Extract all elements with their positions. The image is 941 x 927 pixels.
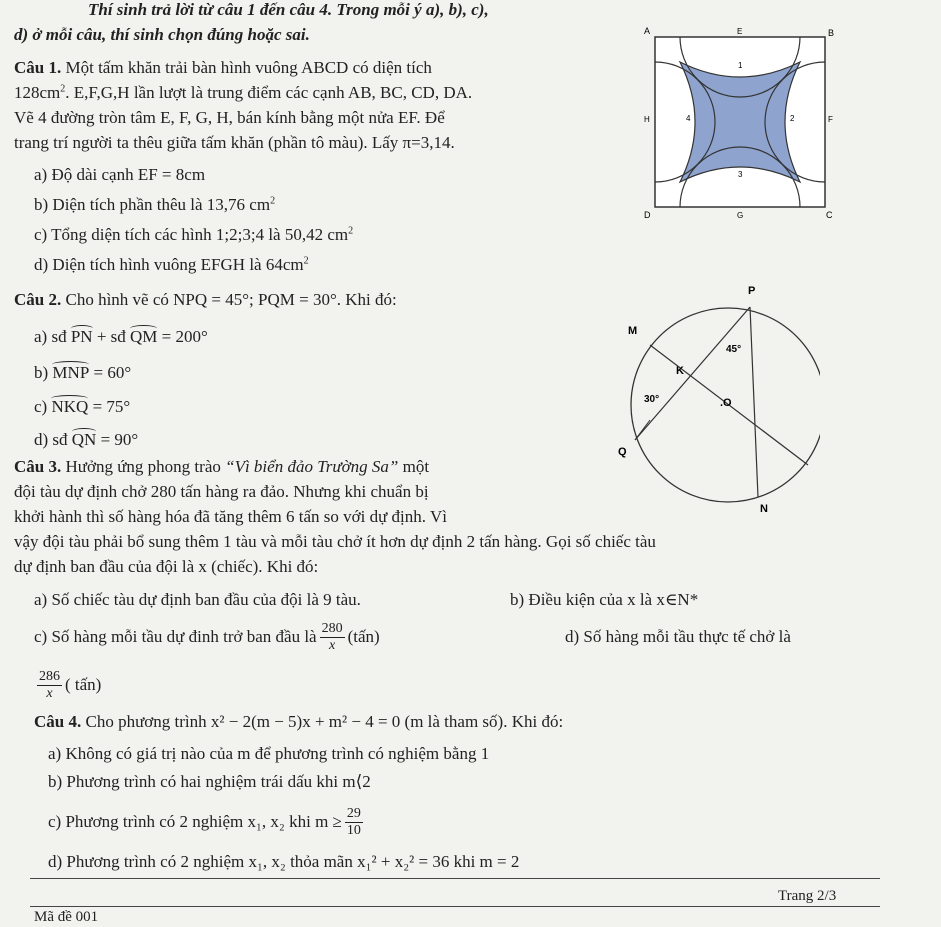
q3-line-1: Câu 3. Hưởng ứng phong trào “Vì biển đảo Trường Sa” một [14, 457, 430, 476]
label-o: .O [720, 397, 732, 409]
q3-line-3: khởi hành thì số hàng hóa đã tăng thêm 6 tấn so với dự định. Vì [14, 507, 447, 526]
label-f: F [828, 115, 833, 124]
intro-line-1: Thí sinh trả lời từ câu 1 đến câu 4. Trong mỗi ý a), b), c), [88, 0, 489, 19]
segment-qm [635, 420, 650, 440]
label-d: D [644, 210, 651, 220]
q2-option-a: a) sđ PN + sđ QM = 200° [34, 327, 208, 346]
q2-option-c: c) NKQ = 75° [34, 397, 131, 416]
tablecloth-figure [640, 22, 840, 222]
q4-option-a: a) Không có giá trị nào của m để phương trình có nghiệm bằng 1 [48, 744, 490, 763]
label-n: N [760, 503, 768, 515]
q1-option-a: a) Độ dài cạnh EF = 8cm [34, 165, 206, 184]
q2-option-d: d) sđ QN = 90° [34, 430, 139, 449]
angle-30: 30° [644, 394, 660, 405]
label-c: C [826, 210, 833, 220]
q1-option-b: b) Diện tích phần thêu là 13,76 $cm^2$ [34, 195, 276, 214]
q3-line-5: dự định ban đầu của đội là x (chiếc). Khi đó: [14, 557, 319, 576]
q3-line-4: vậy đội tàu phải bổ sung thêm 1 tàu và mỗi tàu chở ít hơn dự định 2 tấn hàng. Gọi số chiếc tàu [14, 532, 656, 551]
circle-figure [610, 280, 820, 520]
label-a: A [644, 26, 651, 36]
label-e: E [737, 27, 743, 36]
label-4: 4 [686, 114, 691, 123]
exam-code: Mã đề 001 [34, 909, 99, 925]
q4-option-b: b) Phương trình có hai nghiệm trái dấu khi m⟨2 [48, 772, 371, 791]
q4-option-c: c) Phương trình có 2 nghiệm x₁, x₂ khi m ≥ $\frac{29}{10}$ [48, 805, 361, 838]
q1-line-2: $128cm^2$. E,F,G,H lần lượt là trung điểm các cạnh AB, BC, CD, DA. [14, 83, 473, 102]
chord-pq [635, 307, 750, 440]
q2-option-b: b) MNP = 60° [34, 363, 132, 382]
q1-line-3: Vẽ 4 đường tròn tâm E, F, G, H, bán kính bằng một nửa EF. Để [14, 108, 445, 127]
q1-option-c: c) Tổng diện tích các hình 1;2;3;4 là 50,42 $cm^2$ [34, 225, 354, 244]
label-3: 3 [738, 170, 743, 179]
q1-line-1: Câu 1. Một tấm khăn trải bàn hình vuông ABCD có diện tích [14, 58, 432, 77]
q3-option-b: b) Điều kiện của x là x∈N* [510, 590, 699, 609]
label-1: 1 [738, 61, 743, 70]
q2-line-1: Câu 2. Cho hình vẽ có NPQ = 45°; PQM = 30°. Khi đó: [14, 290, 397, 309]
label-q: Q [618, 446, 627, 458]
label-k: K [676, 365, 684, 377]
q3-option-d: d) Số hàng mỗi tầu thực tế chở là [565, 627, 791, 646]
q3-option-d-value: $\frac{286}{x}$ ( tấn) [39, 668, 102, 701]
label-b: B [828, 28, 835, 38]
chord-pn [750, 307, 758, 497]
intro-line-2: d) ở mỗi câu, thí sinh chọn đúng hoặc sai. [14, 25, 310, 44]
footer-rule [30, 878, 880, 879]
q3-line-2: đội tàu dự định chở 280 tấn hàng ra đảo. Nhưng khi chuẩn bị [14, 482, 429, 501]
label-g: G [737, 211, 744, 220]
label-p: P [748, 285, 756, 297]
label-h: H [644, 115, 650, 124]
angle-45: 45° [726, 344, 742, 355]
q1-line-4: trang trí người ta thêu giữa tấm khăn (phần tô màu). Lấy π=3,14. [14, 133, 455, 152]
q4-option-d: d) Phương trình có 2 nghiệm x₁, x₂ thỏa mãn x₁² + x₂² = 36 khi m = 2 [48, 852, 520, 871]
label-m: M [628, 325, 638, 337]
page-number: Trang 2/3 [778, 888, 837, 904]
q3-option-c: c) Số hàng mỗi tầu dự đinh trở ban đầu là $\frac{280}{x}$ (tấn) [34, 620, 380, 653]
q1-option-d: d) Diện tích hình vuông EFGH là $64cm^2$ [34, 255, 309, 274]
footer-rule-2 [30, 906, 880, 907]
label-2: 2 [790, 114, 795, 123]
q3-option-a: a) Số chiếc tàu dự định ban đầu của đội là 9 tàu. [34, 590, 361, 609]
q4-line-1: Câu 4. Cho phương trình x² − 2(m − 5)x + m² − 4 = 0 (m là tham số). Khi đó: [34, 712, 564, 731]
